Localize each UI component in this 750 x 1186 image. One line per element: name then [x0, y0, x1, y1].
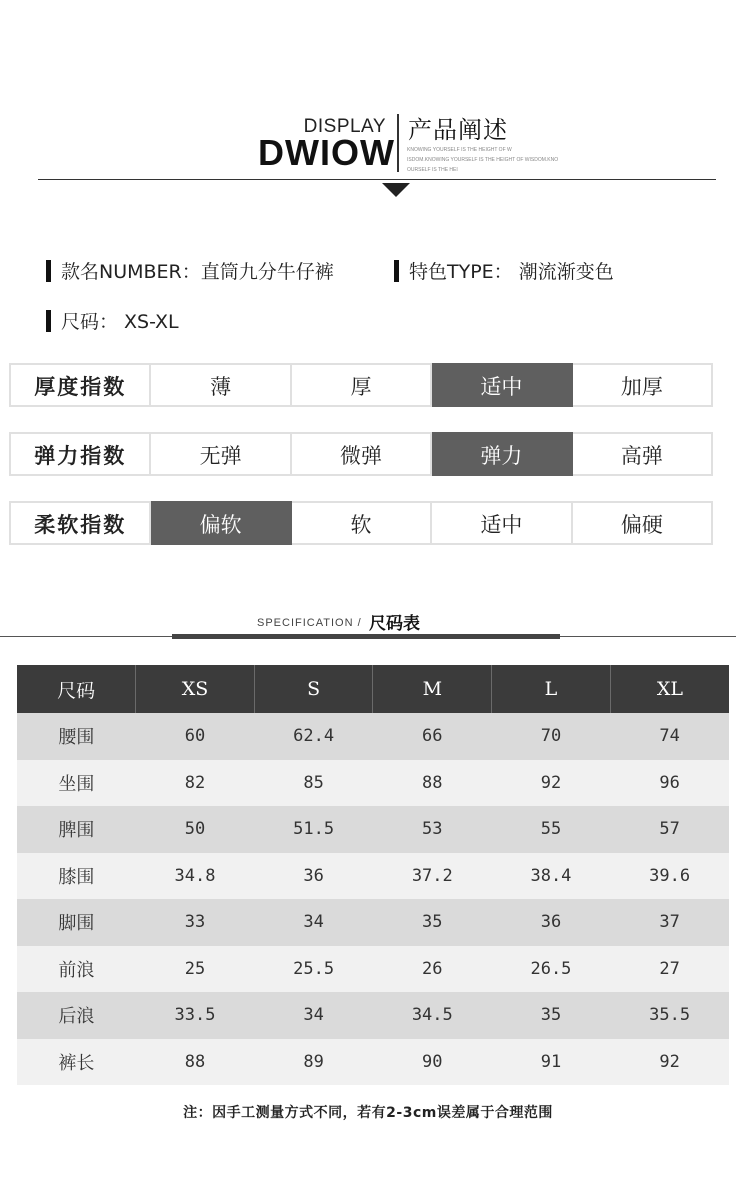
table-cell: 26.5 — [492, 946, 611, 993]
info-name — [46, 257, 334, 284]
bullet-bar-icon — [394, 260, 399, 282]
rating-label: 弹力指数 — [9, 432, 151, 476]
row-label: 脾围 — [17, 806, 136, 853]
table-row — [17, 713, 729, 760]
rating-row-softness — [9, 501, 713, 545]
info-type — [394, 257, 614, 284]
header-divider — [397, 114, 399, 172]
rating-option-selected: 偏软 — [151, 501, 291, 545]
rating-option: 适中 — [432, 501, 572, 545]
column-header: S — [254, 665, 373, 713]
row-label: 膝围 — [17, 853, 136, 900]
rating-option-selected: 弹力 — [432, 432, 572, 476]
table-cell: 53 — [373, 806, 492, 853]
rating-option: 无弹 — [151, 432, 291, 476]
page-title: 产品阐述 — [408, 116, 508, 144]
display-label: DISPLAY — [303, 116, 386, 137]
header-rule — [38, 179, 716, 180]
table-cell: 34.5 — [373, 992, 492, 1039]
spec-title-en: SPECIFICATION / — [257, 617, 362, 629]
table-cell: 25 — [136, 946, 255, 993]
table-cell: 55 — [492, 806, 611, 853]
rating-option: 加厚 — [573, 363, 713, 407]
rating-option: 薄 — [151, 363, 291, 407]
table-cell: 33 — [136, 899, 255, 946]
rating-row-elasticity — [9, 432, 713, 476]
table-cell: 74 — [610, 713, 729, 760]
table-cell: 96 — [610, 760, 729, 807]
table-cell: 35 — [492, 992, 611, 1039]
table-cell: 39.6 — [610, 853, 729, 900]
table-cell: 35.5 — [610, 992, 729, 1039]
brand-logo-text: DWIOW — [258, 132, 395, 173]
table-cell: 92 — [610, 1039, 729, 1086]
column-header: XL — [610, 665, 729, 713]
table-row — [17, 899, 729, 946]
row-label: 腰围 — [17, 713, 136, 760]
column-header: M — [373, 665, 492, 713]
spec-underline — [172, 634, 560, 639]
table-cell: 37.2 — [373, 853, 492, 900]
table-row — [17, 946, 729, 993]
table-cell: 36 — [254, 853, 373, 900]
table-cell: 38.4 — [492, 853, 611, 900]
rating-label: 厚度指数 — [9, 363, 151, 407]
column-header: L — [492, 665, 611, 713]
info-size — [46, 307, 179, 334]
table-row — [17, 992, 729, 1039]
rating-option: 厚 — [292, 363, 432, 407]
table-cell: 34 — [254, 899, 373, 946]
table-row — [17, 760, 729, 807]
rating-label: 柔软指数 — [9, 501, 151, 545]
info-type-text: 特色TYPE： 潮流渐变色 — [409, 261, 614, 283]
rating-option: 软 — [292, 501, 432, 545]
row-label: 脚围 — [17, 899, 136, 946]
table-cell: 27 — [610, 946, 729, 993]
table-cell: 51.5 — [254, 806, 373, 853]
size-table — [17, 665, 729, 1085]
table-header-row — [17, 665, 729, 713]
spec-title-cn: 尺码表 — [369, 614, 420, 634]
table-cell: 50 — [136, 806, 255, 853]
table-cell: 88 — [136, 1039, 255, 1086]
bullet-bar-icon — [46, 260, 51, 282]
row-label: 裤长 — [17, 1039, 136, 1086]
table-cell: 60 — [136, 713, 255, 760]
table-cell: 26 — [373, 946, 492, 993]
table-cell: 91 — [492, 1039, 611, 1086]
table-cell: 25.5 — [254, 946, 373, 993]
table-cell: 33.5 — [136, 992, 255, 1039]
triangle-down-icon — [382, 183, 410, 197]
table-cell: 82 — [136, 760, 255, 807]
rating-option: 偏硬 — [573, 501, 713, 545]
table-cell: 34 — [254, 992, 373, 1039]
info-size-text: 尺码： XS-XL — [61, 311, 179, 333]
table-cell: 70 — [492, 713, 611, 760]
table-cell: 88 — [373, 760, 492, 807]
table-cell: 37 — [610, 899, 729, 946]
table-cell: 34.8 — [136, 853, 255, 900]
table-cell: 35 — [373, 899, 492, 946]
rating-row-thickness — [9, 363, 713, 407]
header-tagline: KNOWING YOURSELF IS THE HEIGHT OF W ISDOM.KNOWING YOURSELF IS THE HEIGHT OF WISDOM.KNO OURSELF IS THE HEI — [407, 147, 559, 173]
table-cell: 66 — [373, 713, 492, 760]
table-cell: 92 — [492, 760, 611, 807]
row-label: 前浪 — [17, 946, 136, 993]
rating-option: 微弹 — [292, 432, 432, 476]
table-row — [17, 853, 729, 900]
row-label: 后浪 — [17, 992, 136, 1039]
row-label: 坐围 — [17, 760, 136, 807]
rating-option-selected: 适中 — [432, 363, 572, 407]
bullet-bar-icon — [46, 310, 51, 332]
table-row — [17, 806, 729, 853]
measurement-note: 注：因手工测量方式不同，若有2-3cm误差属于合理范围 — [183, 1105, 553, 1121]
column-header: XS — [136, 665, 255, 713]
rating-option: 高弹 — [573, 432, 713, 476]
table-cell: 85 — [254, 760, 373, 807]
table-cell: 62.4 — [254, 713, 373, 760]
table-cell: 89 — [254, 1039, 373, 1086]
column-header: 尺码 — [17, 665, 136, 713]
table-row — [17, 1039, 729, 1086]
table-cell: 90 — [373, 1039, 492, 1086]
info-name-text: 款名NUMBER：直筒九分牛仔裤 — [61, 261, 334, 283]
table-cell: 57 — [610, 806, 729, 853]
table-cell: 36 — [492, 899, 611, 946]
